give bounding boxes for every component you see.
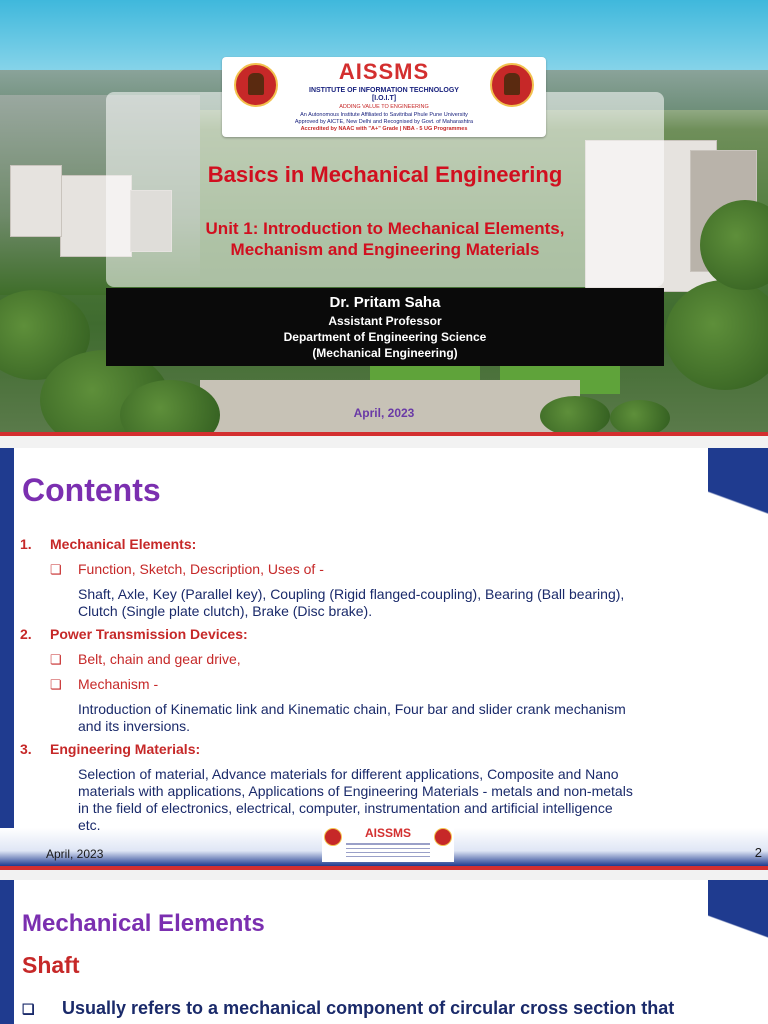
sub-item xyxy=(50,676,760,693)
section-heading: Engineering Materials: xyxy=(50,741,201,757)
logo-text-line xyxy=(346,852,430,853)
footer-date: April, 2023 xyxy=(46,847,104,861)
section-3 xyxy=(20,741,760,758)
campus-building xyxy=(10,165,62,237)
checkbox-bullet-icon: ❏ xyxy=(50,677,62,692)
contents-title: Contents xyxy=(22,472,161,508)
slide-gap xyxy=(0,870,768,880)
section-heading: Power Transmission Devices: xyxy=(50,626,248,642)
description-line: Selection of material, Advance materials for different applications, Composite and Nano xyxy=(78,766,619,782)
sub-item-text: Function, Sketch, Description, Uses of - xyxy=(78,561,324,577)
description-line: Shaft, Axle, Key (Parallel key), Coupling (Rigid flanged-coupling), Bearing (Ball bearing), xyxy=(78,586,625,602)
institute-logo xyxy=(222,57,546,137)
logo-name: AISSMS xyxy=(338,59,430,84)
author-designation: Assistant Professor xyxy=(328,314,442,328)
title-slide xyxy=(0,0,768,432)
unit-title-line-1: Unit 1: Introduction to Mechanical Elements, xyxy=(205,219,565,238)
unit-title-line-2: Mechanism and Engineering Materials xyxy=(230,240,540,259)
section-description xyxy=(78,766,760,834)
description-line: and its inversions. xyxy=(78,718,191,734)
author-block xyxy=(106,288,664,366)
presentation-title: Basics in Mechanical Engineering xyxy=(207,162,563,187)
slide-left-accent xyxy=(0,880,14,1024)
bullet-item xyxy=(22,998,674,1019)
section-number: 1. xyxy=(20,536,32,552)
mechanical-elements-slide xyxy=(0,880,768,1024)
sub-item xyxy=(50,651,760,668)
sub-item-text: Belt, chain and gear drive, xyxy=(78,651,241,667)
checkbox-bullet-icon: ❏ xyxy=(50,562,62,577)
contents-list xyxy=(20,530,760,834)
slide-title: Mechanical Elements xyxy=(22,910,265,937)
logo-text-line xyxy=(346,856,430,857)
presentation-date: April, 2023 xyxy=(353,406,415,420)
tree xyxy=(665,280,768,390)
logo-institute: INSTITUTE OF INFORMATION TECHNOLOGY xyxy=(309,87,459,94)
sub-item-text: Mechanism - xyxy=(78,676,159,692)
footer-logo-name: AISSMS xyxy=(364,826,411,840)
author-branch: (Mechanical Engineering) xyxy=(312,346,458,360)
description-line: etc. xyxy=(78,817,101,833)
unit-title xyxy=(106,218,664,260)
description-line: materials with applications, Applications of Engineering Materials - metals and non-metals xyxy=(78,783,633,799)
logo-code: [I.O.I.T] xyxy=(371,95,397,102)
slide-gap xyxy=(0,436,768,448)
section-1 xyxy=(20,536,760,553)
description-line: Introduction of Kinematic link and Kinematic chain, Four bar and slider crank mechanism xyxy=(78,701,626,717)
slide-left-accent xyxy=(0,448,14,866)
author-name: Dr. Pritam Saha xyxy=(329,294,441,311)
section-number: 3. xyxy=(20,741,32,757)
slide-subtitle: Shaft xyxy=(22,952,80,978)
section-heading: Mechanical Elements: xyxy=(50,536,197,552)
section-number: 2. xyxy=(20,626,32,642)
sub-item xyxy=(50,561,760,578)
page-number: 2 xyxy=(754,845,762,860)
section-description xyxy=(78,701,760,735)
checkbox-bullet-icon: ❏ xyxy=(50,652,62,667)
section-description xyxy=(78,586,760,620)
author-department: Department of Engineering Science xyxy=(283,330,487,344)
contents-slide xyxy=(0,448,768,866)
checkbox-bullet-icon: ❏ xyxy=(22,1001,35,1017)
logo-text-line xyxy=(346,843,430,845)
logo-approval: Approved by AICTE, New Delhi and Recognised by Govt. of Maharashtra xyxy=(294,119,474,125)
logo-text-line xyxy=(346,848,430,849)
footer-logo xyxy=(322,826,454,862)
section-2 xyxy=(20,626,760,643)
description-line: Clutch (Single plate clutch), Brake (Disc brake). xyxy=(78,603,373,619)
logo-affiliation: An Autonomous Institute Affiliated to Savitribai Phule Pune University xyxy=(300,112,468,118)
slide-corner-accent xyxy=(708,880,768,1000)
logo-accreditation: Accredited by NAAC with "A+" Grade | NBA - 5 UG Programmes xyxy=(300,126,468,132)
logo-tagline: ADDING VALUE TO ENGINEERING xyxy=(339,104,429,110)
bullet-text: Usually refers to a mechanical component of circular cross section that xyxy=(62,998,675,1018)
description-line: in the field of electronics, electrical, computer, instrumentation and artificial intelligence xyxy=(78,800,613,816)
